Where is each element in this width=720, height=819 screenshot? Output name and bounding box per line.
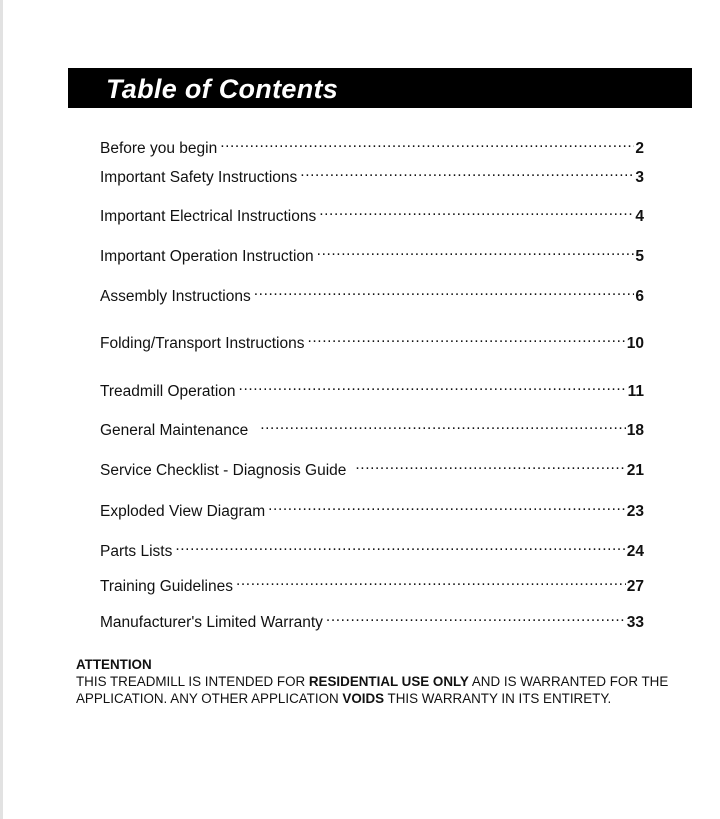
toc-entry-label: Assembly Instructions: [100, 288, 251, 305]
toc-entry-page: 11: [627, 383, 644, 400]
toc-entry-label: Parts Lists: [100, 543, 173, 560]
toc-entry[interactable]: [100, 376, 644, 400]
page-title: Table of Contents: [106, 74, 339, 104]
toc-entry[interactable]: [100, 455, 644, 479]
page-edge: [0, 0, 3, 819]
toc-entry-page: 3: [635, 169, 644, 186]
toc-entry[interactable]: [100, 571, 644, 595]
dot-leader: [236, 571, 626, 591]
dot-leader: [268, 496, 626, 516]
toc-entry[interactable]: [100, 162, 644, 186]
toc-entry-page: 21: [626, 462, 644, 479]
attention-emphasis: VOIDS: [342, 691, 385, 706]
dot-leader: [319, 201, 634, 221]
toc-entry[interactable]: [100, 241, 644, 265]
toc-entry[interactable]: [100, 328, 644, 352]
toc-entry-label: Folding/Transport Instructions: [100, 335, 305, 352]
toc-entry-label: Training Guidelines: [100, 578, 233, 595]
toc-entry-page: 24: [626, 543, 644, 560]
toc-entry-page: 4: [635, 208, 644, 225]
toc-entry[interactable]: [100, 281, 644, 305]
dot-leader: [355, 455, 625, 475]
toc-entry-page: 2: [635, 140, 644, 157]
attention-heading: ATTENTION: [76, 657, 152, 672]
toc-entry-label: Treadmill Operation: [100, 383, 236, 400]
attention-notice: [76, 656, 684, 707]
toc-entry-page: 6: [635, 288, 644, 305]
attention-body: [76, 674, 668, 706]
dot-leader: [220, 133, 634, 153]
toc-entry[interactable]: [100, 607, 644, 631]
toc-entry[interactable]: [100, 536, 644, 560]
toc-entry[interactable]: [100, 496, 644, 520]
toc-entry-label: General Maintenance: [100, 422, 249, 439]
dot-leader: [175, 536, 625, 556]
toc-entry[interactable]: [100, 415, 644, 439]
attention-text: THIS WARRANTY IN ITS ENTIRETY.: [384, 691, 612, 706]
toc-entry-label: Manufacturer's Limited Warranty: [100, 614, 323, 631]
toc-entry-label: Important Operation Instruction: [100, 248, 314, 265]
dot-leader: [326, 607, 626, 627]
toc-entry-label: Important Electrical Instructions: [100, 208, 317, 225]
dot-leader: [317, 241, 635, 261]
dot-leader: [239, 376, 627, 396]
dot-leader: [300, 162, 634, 182]
dot-leader: [307, 328, 625, 348]
toc-entry-page: 10: [626, 335, 644, 352]
toc-entry-label: Exploded View Diagram: [100, 503, 266, 520]
dot-leader: [254, 281, 635, 301]
toc-entry-page: 33: [626, 614, 644, 631]
toc-entry-page: 5: [635, 248, 644, 265]
toc-entry-label: Before you begin: [100, 140, 218, 157]
title-bar: [68, 68, 692, 108]
toc-entry-page: 27: [626, 578, 644, 595]
toc-entry-label: Service Checklist - Diagnosis Guide: [100, 462, 347, 479]
toc-entry-page: 18: [626, 422, 644, 439]
attention-text: AND IS WARRANTED FOR THE APPLICATION. ANY OTHER APPLICATION: [76, 674, 669, 706]
attention-text: THIS TREADMILL IS INTENDED FOR: [76, 674, 309, 689]
toc-entry[interactable]: [100, 201, 644, 225]
dot-leader: [260, 415, 626, 435]
toc-entry[interactable]: [100, 133, 644, 157]
toc-entry-page: 23: [626, 503, 644, 520]
toc-entry-label: Important Safety Instructions: [100, 169, 298, 186]
attention-emphasis: RESIDENTIAL USE ONLY: [308, 674, 469, 689]
